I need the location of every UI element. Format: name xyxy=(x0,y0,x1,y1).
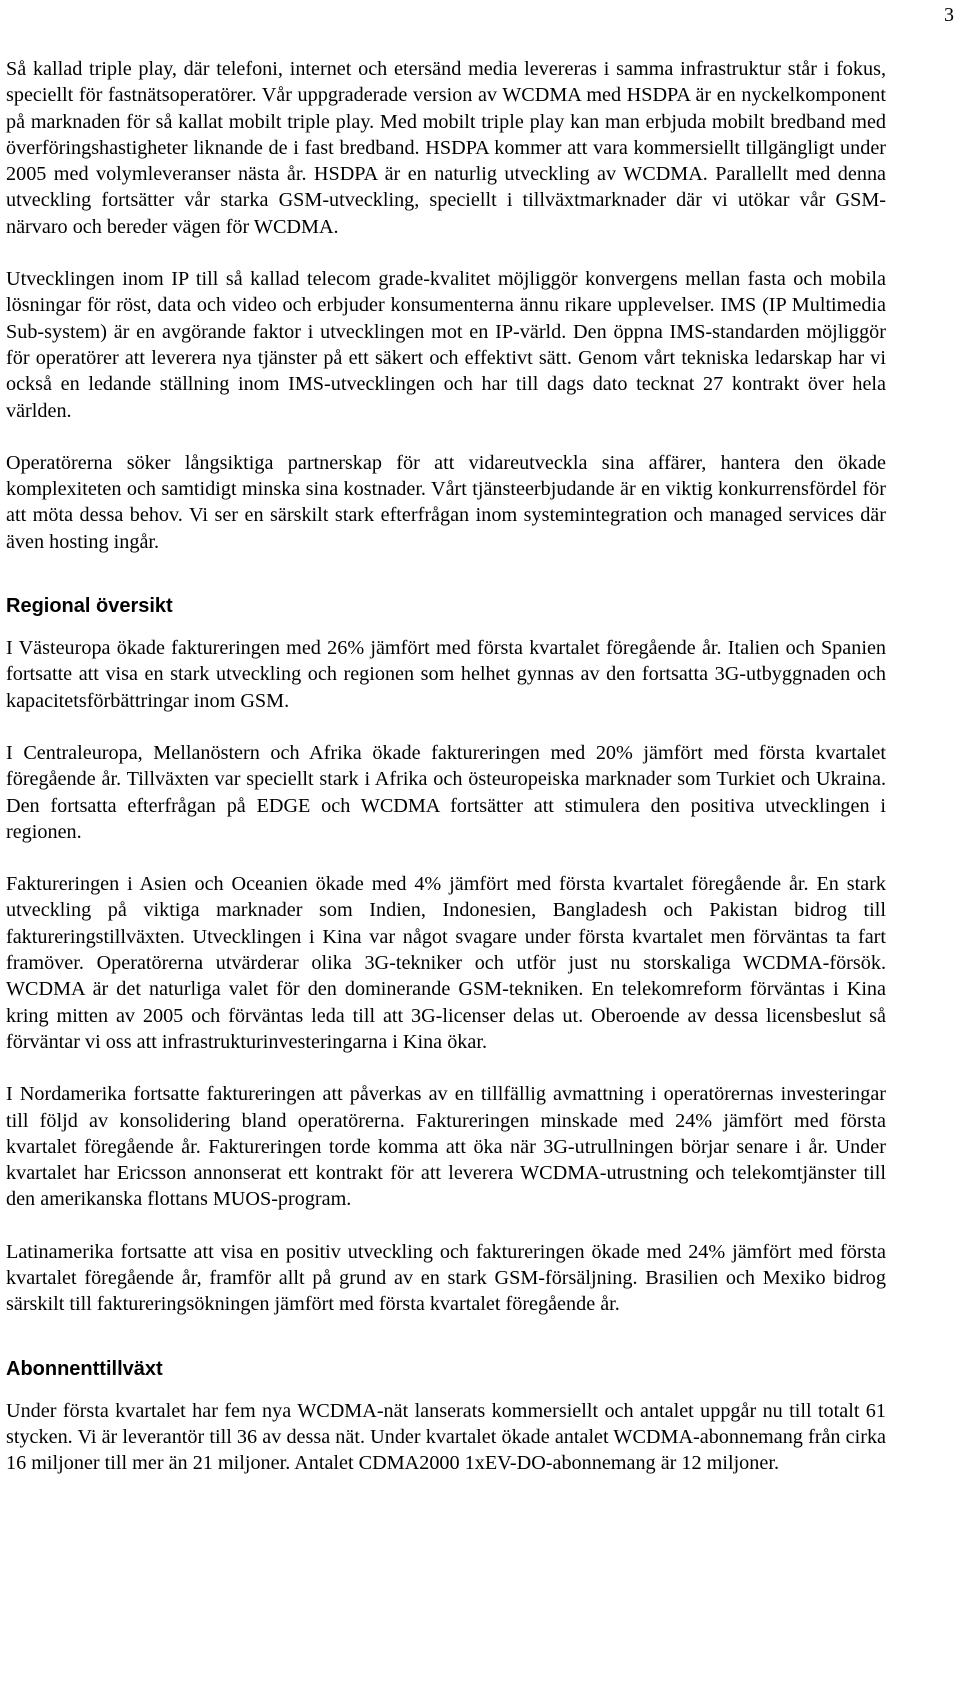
regional-section xyxy=(6,593,886,1318)
regional-paragraph-latin-america: Latinamerika fortsatte att visa en positiv utveckling och faktureringen ökade med 24% jämfört med första kvartalet föregående år, framför allt på grund av en stark GSM-försäljning. Brasilien och Mexiko bidrog särskilt till faktureringsökningen jämfört med första kvartalet föregående år. xyxy=(6,1240,886,1316)
subscribers-section xyxy=(6,1356,886,1477)
subscribers-heading: Abonnenttillväxt xyxy=(6,1357,163,1380)
page-number: 3 xyxy=(944,4,954,26)
regional-heading: Regional översikt xyxy=(6,595,173,618)
document-body xyxy=(6,56,886,1476)
subscribers-paragraph: Under första kvartalet har fem nya WCDMA-nät lanserats kommersiellt och antalet uppgår nu till totalt 61 stycken. Vi är leverantör till 36 av dessa nät. Under kvartalet ökade antalet WCDMA-abonnemang från cirka 16 miljoner till mer än 21 miljoner. Antalet CDMA2000 1xEV-DO-abonnemang är 12 miljoner. xyxy=(6,1399,886,1475)
regional-paragraph-north-america: I Nordamerika fortsatte faktureringen att påverkas av en tillfällig avmattning i operatörernas investeringar till följd av konsolidering bland operatörerna. Faktureringen minskade med 24% jämfört med första kvartalet föregående år. Faktureringen torde komma att öka när 3G-utrullningen börjar senare i år. Under kvartalet har Ericsson annonserat ett kontrakt för att leverera WCDMA-utrustning och telekomtjänster till den amerikanska flottans MUOS-program. xyxy=(6,1083,886,1211)
regional-paragraph-asia-oceania: Faktureringen i Asien och Oceanien ökade med 4% jämfört med första kvartalet föregående år. En stark utveckling på viktiga marknader som Indien, Indonesien, Bangladesh och Pakistan bidrog till faktureringstillväxten. Utvecklingen i Kina var något svagare under första kvartalet men förväntas ta fart framöver. Operatörerna utvärderar olika 3G-tekniker och utför just nu storskaliga WCDMA-försök. WCDMA är det naturliga valet för den dominerande GSM-tekniken. En telekomreform förväntas i Kina kring mitten av 2005 och förväntas leda till att 3G-licenser delas ut. Oberoende av dessa licensbeslut så förväntar vi oss att infrastrukturinvesteringarna i Kina ökar. xyxy=(6,873,886,1053)
intro-paragraph-triple-play: Så kallad triple play, där telefoni, internet och etersänd media levereras i samma infrastruktur står i fokus, speciellt för fastnätsoperatörer. Vår uppgraderade version av WCDMA med HSDPA är en nyckelkomponent på marknaden för så kallat mobilt triple play. Med mobilt triple play kan man erbjuda mobilt bredband med överföringshastigheter liknande de i fast bredband. HSDPA kommer att vara kommersiellt tillgängligt under 2005 med volymleveranser nästa år. HSDPA är en naturlig utveckling av WCDMA. Parallellt med denna utveckling fortsätter vår starka GSM-utveckling, speciellt i tillväxtmarknader där vi utökar vår GSM-närvaro och bereder vägen för WCDMA. xyxy=(6,58,886,238)
intro-paragraph-ip-ims: Utvecklingen inom IP till så kallad telecom grade-kvalitet möjliggör konvergens mellan fasta och mobila lösningar för röst, data och video och erbjuder konsumenterna ännu rikare upplevelser. IMS (IP Multimedia Sub-system) är en avgörande faktor i utvecklingen mot en IP-värld. Den öppna IMS-standarden möjliggör för operatörer att leverera nya tjänster på ett säkert och effektivt sätt. Genom vårt tekniska ledarskap har vi också en ledande ställning inom IMS-utvecklingen och har till dags dato tecknat 27 kontrakt över hela världen. xyxy=(6,268,886,422)
intro-paragraph-partnerships: Operatörerna söker långsiktiga partnerskap för att vidareutveckla sina affärer, hantera den ökade komplexiteten och samtidigt minska sina kostnader. Vårt tjänsteerbjudande är en viktig konkurrensfördel för att möta dessa behov. Vi ser en särskilt stark efterfrågan inom systemintegration och managed services där även hosting ingår. xyxy=(6,451,886,553)
regional-paragraph-cema: I Centraleuropa, Mellanöstern och Afrika ökade faktureringen med 20% jämfört med första kvartalet föregående år. Tillväxten var speciellt stark i Afrika och östeuropeiska marknader som Turkiet och Ukraina. Den fortsatta efterfrågan på EDGE och WCDMA fortsätter att stimulera den positiva utvecklingen i regionen. xyxy=(6,741,886,843)
regional-paragraph-western-europe: I Västeuropa ökade faktureringen med 26% jämfört med första kvartalet föregående år. Italien och Spanien fortsatte att visa en stark utveckling och regionen som helhet gynnas av den fortsatta 3G-utbyggnaden och kapacitetsförbättringar inom GSM. xyxy=(6,637,886,712)
intro-section xyxy=(6,56,886,555)
